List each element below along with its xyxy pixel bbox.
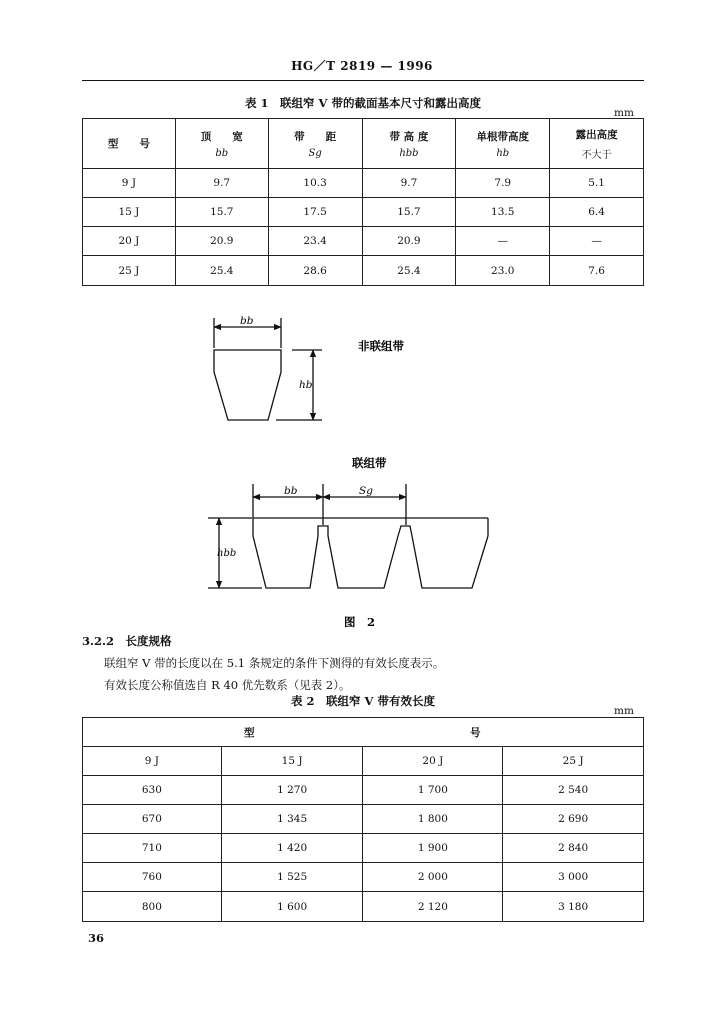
section-paragraph-2: 有效长度公称值选自 R 40 优先数系（见表 2）。 xyxy=(104,678,351,692)
table1-header-row xyxy=(83,119,644,169)
table-row: 760 1 525 2 000 3 000 xyxy=(83,863,644,892)
table2 xyxy=(82,717,644,922)
table2-unit: mm xyxy=(614,705,634,717)
t1-head-exposed-height: 露出高度 不大于 xyxy=(550,119,644,169)
table-row: 630 1 270 1 700 2 540 xyxy=(83,776,644,805)
section-heading: 3.2.2 长度规格 xyxy=(82,634,172,648)
label-single-belt: 非联组带 xyxy=(358,339,404,353)
sym-bb-single: bb xyxy=(240,315,254,327)
document-header: HG／T 2819 — 1996 xyxy=(291,59,433,73)
table2-group-header xyxy=(83,718,644,747)
sym-hbb: hbb xyxy=(217,548,237,559)
table2-caption: 表 2 联组窄 V 带有效长度 xyxy=(291,694,435,708)
section-paragraph-1: 联组窄 V 带的长度以在 5.1 条规定的条件下测得的有效长度表示。 xyxy=(104,656,445,670)
table-row: 25 J 25.4 28.6 25.4 23.0 7.6 xyxy=(83,256,644,286)
figure2-diagram xyxy=(0,300,724,640)
t1-head-model: 型 号 xyxy=(83,119,176,169)
header-rule xyxy=(82,80,644,81)
sym-bb-joined: bb xyxy=(284,485,298,497)
table1 xyxy=(82,118,644,286)
t1-head-single-height: 单根带高度 hb xyxy=(456,119,550,169)
table-row: 800 1 600 2 120 3 180 xyxy=(83,892,644,922)
sym-sg: Sg xyxy=(359,485,373,497)
table-row: 670 1 345 1 800 2 690 xyxy=(83,805,644,834)
table1-caption: 表 1 联组窄 V 带的截面基本尺寸和露出高度 xyxy=(245,96,481,110)
joined-belt-drawing xyxy=(208,484,488,588)
table-row: 15 J 15.7 17.5 15.7 13.5 6.4 xyxy=(83,198,644,227)
t1-head-belt-height: 带 高 度 hbb xyxy=(362,119,456,169)
t1-head-pitch: 带 距 Sg xyxy=(268,119,362,169)
label-joined-belt: 联组带 xyxy=(352,456,387,470)
table-row: 710 1 420 1 900 2 840 xyxy=(83,834,644,863)
t1-head-top-width: 顶 宽 bb xyxy=(175,119,268,169)
table-row: 20 J 20.9 23.4 20.9 — — xyxy=(83,227,644,256)
sym-hb: hb xyxy=(299,379,313,391)
single-belt-drawing xyxy=(214,318,322,420)
table1-unit: mm xyxy=(614,107,634,119)
figure2-caption: 图 2 xyxy=(344,615,376,629)
page-number: 36 xyxy=(88,931,105,945)
table2-column-header: 9 J 15 J 20 J 25 J xyxy=(83,747,644,776)
table-row: 9 J 9.7 10.3 9.7 7.9 5.1 xyxy=(83,169,644,198)
t2-group-left: 型 xyxy=(244,727,255,739)
t2-group-right: 号 xyxy=(470,727,481,739)
